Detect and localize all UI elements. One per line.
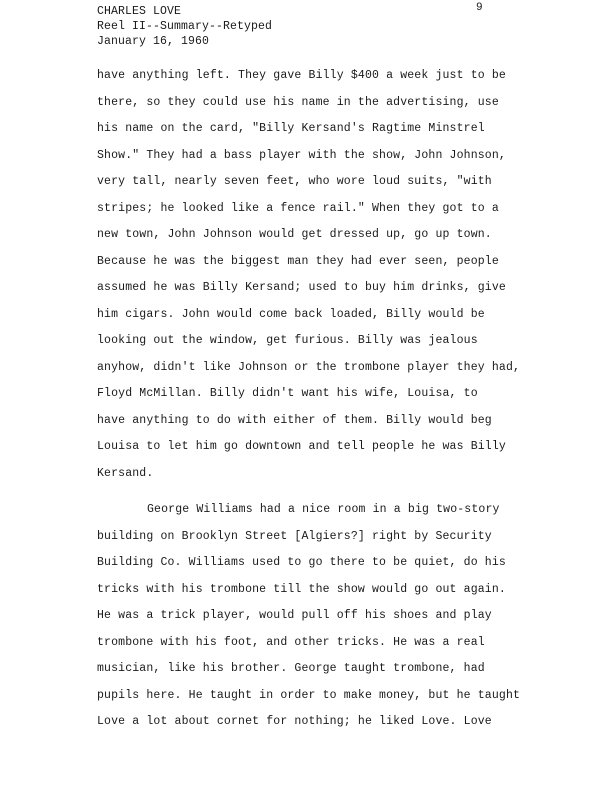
body-text [97, 66, 557, 739]
text-line: his name on the card, "Billy Kersand's Ragtime Minstrel [97, 122, 485, 135]
text-line: Kersand. [97, 466, 154, 480]
text-line: Because he was the biggest man they had ever seen, people [97, 254, 499, 268]
text-line: Building Co. Williams used to go there to be quiet, do his [97, 556, 506, 569]
text-line: Love a lot about cornet for nothing; he liked Love. Love [97, 715, 492, 728]
text-line: Show." They had a bass player with the show, John Johnson, [97, 148, 506, 162]
text-line: Floyd McMillan. Billy didn't want his wife, Louisa, to [97, 387, 478, 400]
header-date: January 16, 1960 [97, 35, 210, 48]
text-line: building on Brooklyn Street [Algiers?] right by Security [97, 529, 492, 543]
text-line: He was a trick player, would pull off his shoes and play [97, 609, 492, 622]
text-line: stripes; he looked like a fence rail." When they got to a [97, 201, 499, 215]
text-line: musician, like his brother. George taught trombone, had [97, 662, 485, 675]
text-line: assumed he was Billy Kersand; used to buy him drinks, give [97, 281, 506, 294]
text-line: pupils here. He taught in order to make money, but he taught [97, 688, 521, 702]
paragraph [97, 500, 557, 739]
text-line: looking out the window, get furious. Billy was jealous [97, 334, 478, 347]
text-line: George Williams had a nice room in a big two-story [147, 503, 500, 516]
text-line: new town, John Johnson would get dressed up, go up town. [97, 228, 492, 241]
text-line: Louisa to let him go downtown and tell people he was Billy [97, 440, 506, 453]
page-number: 9 [476, 2, 483, 14]
text-line: there, so they could use his name in the advertising, use [97, 95, 499, 109]
paragraph [97, 66, 557, 490]
text-line: him cigars. John would come back loaded, Billy would be [97, 307, 485, 321]
header-name: CHARLES LOVE [97, 5, 182, 18]
text-line: have anything left. They gave Billy $400 a week just to be [97, 69, 506, 82]
text-line: have anything to do with either of them. Billy would beg [97, 413, 492, 427]
header-reel: Reel II--Summary--Retyped [97, 20, 273, 33]
document-header [97, 4, 272, 49]
text-line: tricks with his trombone till the show would go out again. [97, 582, 506, 596]
text-line: very tall, nearly seven feet, who wore loud suits, "with [97, 175, 492, 188]
text-line: trombone with his foot, and other tricks. He was a real [97, 635, 485, 649]
text-line: anyhow, didn't like Johnson or the trombone player they had, [97, 360, 521, 374]
paragraph-gap [97, 490, 557, 500]
